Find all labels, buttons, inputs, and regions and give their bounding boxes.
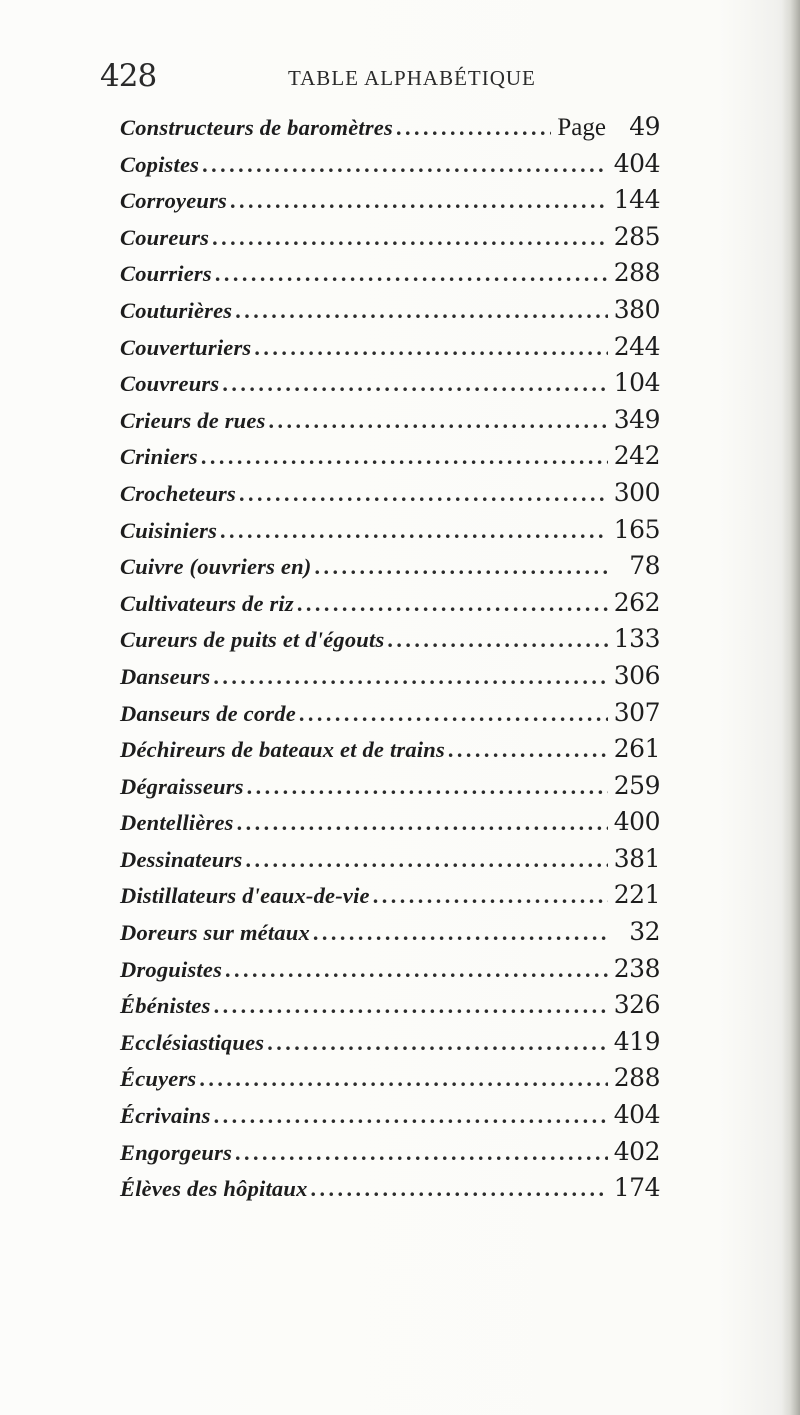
index-entry [120,1173,660,1210]
index-entry [120,734,660,771]
dot-leader [239,481,608,507]
entry-page-number: 242 [613,441,660,471]
entry-name: Dégraisseurs [120,773,244,799]
dot-leader [315,554,611,580]
entry-name: Coureurs [120,224,210,250]
dot-leader [313,920,610,946]
index-entry [120,332,660,369]
index-entry [120,844,660,881]
index-entry [120,588,660,625]
entry-name: Écuyers [120,1066,197,1092]
entry-page-number: 307 [613,697,660,727]
entry-name: Cuisiniers [120,517,218,543]
running-title: TABLE ALPHABÉTIQUE [288,66,536,90]
page-edge-shadow [782,0,800,1415]
dot-leader [299,701,608,727]
index-entry [120,1027,660,1064]
entry-name: Écrivains [120,1103,211,1129]
entry-page-number: 78 [629,551,660,581]
index-entry [120,222,660,259]
index-entries [120,112,660,1210]
entry-name: Criniers [120,444,198,470]
dot-leader [235,1140,608,1166]
index-entry [120,1100,660,1137]
entry-name: Courriers [120,261,212,287]
entry-name: Élèves des hôpitaux [120,1176,308,1202]
dot-leader [225,957,608,983]
entry-page-number: 221 [613,880,660,910]
index-entry [120,880,660,917]
entry-page-number: 380 [613,294,660,324]
dot-leader [269,408,608,434]
entry-page-number: 326 [613,990,660,1020]
entry-name: Droguistes [120,956,223,982]
entry-name: Distillateurs d'eaux-de-vie [120,883,370,909]
index-entry [120,1063,660,1100]
entry-name: Déchireurs de bateaux et de trains [120,737,445,763]
dot-leader [214,1103,608,1129]
index-entry [120,295,660,332]
entry-page-number: 419 [613,1026,660,1056]
entry-name: Cureurs de puits et d'égouts [120,627,385,653]
entry-name: Cultivateurs de riz [120,590,294,616]
dot-leader [245,847,607,873]
dot-leader [297,591,608,617]
entry-page-number: 404 [613,148,660,178]
index-entry [120,258,660,295]
entry-page-number: 32 [629,917,660,947]
entry-name: Danseurs de corde [120,700,296,726]
dot-leader [247,774,608,800]
index-entry [120,405,660,442]
entry-page-number: 104 [613,368,660,398]
page-label: Page [557,114,606,141]
index-entry [120,368,660,405]
index-entry [120,698,660,735]
entry-name: Ébénistes [120,993,211,1019]
entry-page-number: 288 [613,258,660,288]
index-entry [120,515,660,552]
dot-leader [202,152,608,178]
dot-leader [199,1066,607,1092]
entry-name: Couvreurs [120,371,220,397]
index-entry [120,185,660,222]
entry-name: Couverturiers [120,334,252,360]
page-header [100,58,660,102]
entry-name: Copistes [120,151,200,177]
entry-page-number: 349 [613,404,660,434]
dot-leader [373,883,608,909]
dot-leader [396,115,551,141]
entry-page-number: 261 [613,734,660,764]
dot-leader [448,737,608,763]
entry-name: Dessinateurs [120,846,243,872]
entry-page-number: 49 [629,112,660,141]
entry-page-number: 404 [613,1100,660,1130]
entry-page-number: 285 [613,221,660,251]
entry-page-number: 174 [613,1173,660,1203]
index-entry [120,917,660,954]
entry-name: Engorgeurs [120,1139,233,1165]
entry-page-number: 400 [613,807,660,837]
dot-leader [214,993,608,1019]
entry-page-number: 262 [613,587,660,617]
index-entry [120,624,660,661]
dot-leader [215,261,608,287]
index-entry [120,807,660,844]
entry-page-number: 402 [613,1136,660,1166]
index-entry [120,661,660,698]
dot-leader [230,188,608,214]
dot-leader [235,298,608,324]
entry-page-number: 381 [613,843,660,873]
dot-leader [213,664,607,690]
entry-page-number: 244 [613,331,660,361]
entry-name: Doreurs sur métaux [120,920,310,946]
entry-page-number: 133 [613,624,660,654]
index-entry [120,478,660,515]
entry-page-number: 259 [613,770,660,800]
entry-name: Couturières [120,297,233,323]
index-entry [120,1137,660,1174]
entry-name: Crieurs de rues [120,407,266,433]
index-entry [120,441,660,478]
dot-leader [387,627,607,653]
dot-leader [267,1030,608,1056]
entry-name: Cuivre (ouvriers en) [120,554,312,580]
dot-leader [222,371,607,397]
entry-name: Crocheteurs [120,480,236,506]
entry-page-number: 165 [613,514,660,544]
entry-page-number: 300 [613,477,660,507]
entry-page-number: 306 [613,660,660,690]
page-number: 428 [100,58,157,94]
dot-leader [201,444,608,470]
dot-leader [254,335,607,361]
entry-page-number: 144 [613,185,660,215]
dot-leader [212,225,608,251]
entry-page-number: 288 [613,1063,660,1093]
index-entry [120,990,660,1027]
dot-leader [220,518,608,544]
entry-name: Danseurs [120,663,211,689]
dot-leader [237,810,608,836]
entry-name: Corroyeurs [120,188,228,214]
index-entry [120,771,660,808]
entry-name: Dentellières [120,810,234,836]
dot-leader [311,1176,608,1202]
index-entry [120,954,660,991]
index-entry [120,149,660,186]
index-entry [120,551,660,588]
index-entry [120,112,660,149]
entry-name: Ecclésiastiques [120,1029,265,1055]
entry-name: Constructeurs de baromètres [120,115,393,140]
entry-page-number: 238 [613,953,660,983]
